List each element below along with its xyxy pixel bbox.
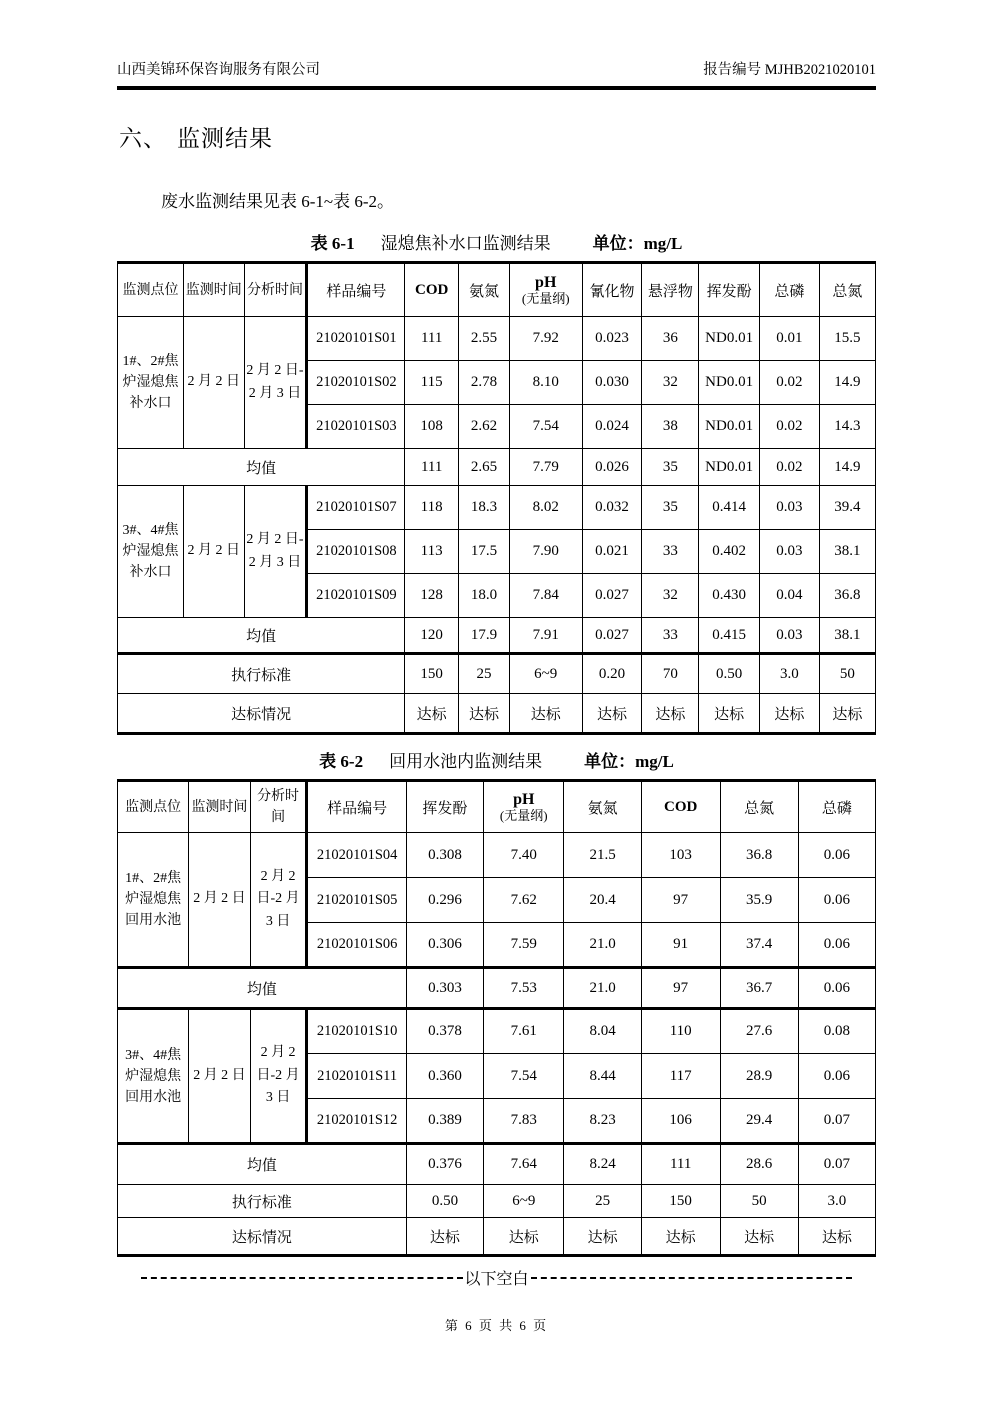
monitor-time-cell: 2 月 2 日 bbox=[183, 317, 244, 449]
data-cell: 150 bbox=[405, 654, 459, 694]
mean-row bbox=[118, 968, 876, 1009]
data-cell: 38 bbox=[642, 405, 699, 449]
data-cell: 0.06 bbox=[798, 968, 875, 1009]
data-cell: 达标 bbox=[720, 1218, 798, 1256]
mean-label-cell: 均值 bbox=[118, 449, 405, 486]
report-number: 报告编号 MJHB2021020101 bbox=[703, 62, 876, 78]
intro-paragraph: 废水监测结果见表 6-1~表 6-2。 bbox=[161, 192, 395, 211]
site-cell: 3#、4#焦炉湿熄焦回用水池 bbox=[118, 1009, 189, 1144]
sample-id-cell: 21020101S01 bbox=[307, 317, 405, 361]
data-cell: 7.79 bbox=[509, 449, 582, 486]
data-cell: 0.027 bbox=[582, 618, 642, 654]
table-row bbox=[118, 1009, 876, 1054]
table-row bbox=[118, 317, 876, 361]
data-cell: ND0.01 bbox=[699, 317, 760, 361]
mean-row bbox=[118, 618, 876, 654]
mean-label-cell: 均值 bbox=[118, 1144, 407, 1185]
header-cell-suspended-solids: 悬浮物 bbox=[642, 263, 699, 317]
mean-label-cell: 均值 bbox=[118, 968, 407, 1009]
data-cell: 3.0 bbox=[759, 654, 819, 694]
sample-id-cell: 21020101S09 bbox=[307, 574, 405, 618]
standard-row bbox=[118, 1185, 876, 1218]
doc-header bbox=[117, 58, 876, 90]
data-cell: 0.021 bbox=[582, 530, 642, 574]
compliance-row bbox=[118, 694, 876, 734]
data-cell: 50 bbox=[720, 1185, 798, 1218]
header-cell-ph bbox=[484, 781, 564, 833]
header-cell-cyanide: 氰化物 bbox=[582, 263, 642, 317]
data-cell: 达标 bbox=[582, 694, 642, 734]
data-cell: 27.6 bbox=[720, 1009, 798, 1054]
data-cell: 118 bbox=[405, 486, 459, 530]
section-title bbox=[119, 120, 876, 153]
data-cell: 97 bbox=[641, 878, 720, 923]
data-cell: 18.0 bbox=[459, 574, 510, 618]
mean-label-cell: 均值 bbox=[118, 618, 405, 654]
header-cell-sample-id: 样品编号 bbox=[307, 781, 406, 833]
monitor-time-cell: 2 月 2 日 bbox=[183, 486, 244, 618]
mean-row bbox=[118, 1144, 876, 1185]
data-cell: 0.50 bbox=[406, 1185, 483, 1218]
table2-caption-title: 回用水池内监测结果 bbox=[389, 752, 543, 771]
header-cell-phenol: 挥发酚 bbox=[699, 263, 760, 317]
data-cell: 32 bbox=[642, 361, 699, 405]
data-cell: 35.9 bbox=[720, 878, 798, 923]
data-cell: 0.50 bbox=[699, 654, 760, 694]
data-cell: 21.0 bbox=[564, 968, 641, 1009]
data-cell: 0.06 bbox=[798, 923, 875, 968]
data-cell: 2.62 bbox=[459, 405, 510, 449]
data-cell: 7.54 bbox=[509, 405, 582, 449]
data-cell: 15.5 bbox=[819, 317, 875, 361]
data-cell: 113 bbox=[405, 530, 459, 574]
analysis-time-cell: 2 月 2 日-2 月 3 日 bbox=[244, 317, 307, 449]
data-cell: 达标 bbox=[699, 694, 760, 734]
company-name: 山西美锦环保咨询服务有限公司 bbox=[117, 62, 320, 78]
data-cell: 28.6 bbox=[720, 1144, 798, 1185]
data-cell: 0.03 bbox=[759, 530, 819, 574]
data-cell: 达标 bbox=[459, 694, 510, 734]
data-cell: 0.06 bbox=[798, 833, 875, 878]
header-cell-site: 监测点位 bbox=[118, 781, 189, 833]
data-cell: 0.376 bbox=[406, 1144, 483, 1185]
data-cell: 0.04 bbox=[759, 574, 819, 618]
section-number: 六、 bbox=[119, 126, 167, 151]
ph-label: pH bbox=[535, 274, 557, 292]
data-cell: 0.032 bbox=[582, 486, 642, 530]
data-cell: 0.296 bbox=[406, 878, 483, 923]
data-cell: 91 bbox=[641, 923, 720, 968]
table2-caption bbox=[117, 747, 876, 772]
data-cell: 3.0 bbox=[798, 1185, 875, 1218]
data-cell: 6~9 bbox=[484, 1185, 564, 1218]
data-cell: 29.4 bbox=[720, 1099, 798, 1144]
standard-row bbox=[118, 654, 876, 694]
data-cell: 36.8 bbox=[819, 574, 875, 618]
header-cell-analysis-time: 分析时间 bbox=[250, 781, 307, 833]
dash-line-right bbox=[531, 1277, 853, 1279]
data-cell: 36.8 bbox=[720, 833, 798, 878]
data-cell: 28.9 bbox=[720, 1054, 798, 1099]
table2-caption-unit: 单位：mg/L bbox=[584, 752, 674, 771]
data-cell: 25 bbox=[459, 654, 510, 694]
data-cell: 117 bbox=[641, 1054, 720, 1099]
analysis-time-cell: 2 月 2 日-2 月 3 日 bbox=[250, 1009, 307, 1144]
compliance-row bbox=[118, 1218, 876, 1256]
table-row bbox=[118, 486, 876, 530]
site-cell: 3#、4#焦炉湿熄焦补水口 bbox=[118, 486, 184, 618]
data-cell: 0.414 bbox=[699, 486, 760, 530]
analysis-time-cell: 2 月 2 日-2 月 3 日 bbox=[244, 486, 307, 618]
data-cell: 38.1 bbox=[819, 530, 875, 574]
data-cell: 0.07 bbox=[798, 1144, 875, 1185]
data-cell: 达标 bbox=[509, 694, 582, 734]
data-cell: 33 bbox=[642, 618, 699, 654]
data-cell: 70 bbox=[642, 654, 699, 694]
data-cell: 14.3 bbox=[819, 405, 875, 449]
data-cell: 7.91 bbox=[509, 618, 582, 654]
data-cell: 111 bbox=[405, 449, 459, 486]
data-cell: 97 bbox=[641, 968, 720, 1009]
header-cell-sample-id: 样品编号 bbox=[307, 263, 405, 317]
data-cell: 2.65 bbox=[459, 449, 510, 486]
data-cell: 0.415 bbox=[699, 618, 760, 654]
data-cell: 7.53 bbox=[484, 968, 564, 1009]
dash-line-left bbox=[141, 1277, 463, 1279]
data-cell: 0.02 bbox=[759, 405, 819, 449]
data-cell: 7.40 bbox=[484, 833, 564, 878]
data-cell: 达标 bbox=[819, 694, 875, 734]
site-cell: 1#、2#焦炉湿熄焦补水口 bbox=[118, 317, 184, 449]
table1-header-row bbox=[118, 263, 876, 317]
section-title-text: 监测结果 bbox=[177, 126, 273, 151]
data-cell: 36.7 bbox=[720, 968, 798, 1009]
data-cell: 17.5 bbox=[459, 530, 510, 574]
data-cell: 7.59 bbox=[484, 923, 564, 968]
data-cell: 8.24 bbox=[564, 1144, 641, 1185]
data-cell: 110 bbox=[641, 1009, 720, 1054]
table2-caption-label: 表 6-2 bbox=[319, 752, 364, 771]
table-row bbox=[118, 833, 876, 878]
data-cell: 8.04 bbox=[564, 1009, 641, 1054]
data-cell: 21.5 bbox=[564, 833, 641, 878]
blank-note: 以下空白 bbox=[464, 1271, 529, 1288]
data-cell: ND0.01 bbox=[699, 361, 760, 405]
monitor-time-cell: 2 月 2 日 bbox=[189, 833, 250, 968]
data-cell: 0.030 bbox=[582, 361, 642, 405]
data-cell: 达标 bbox=[798, 1218, 875, 1256]
data-cell: 7.92 bbox=[509, 317, 582, 361]
data-cell: 达标 bbox=[564, 1218, 641, 1256]
header-cell-phenol: 挥发酚 bbox=[406, 781, 483, 833]
data-cell: 111 bbox=[641, 1144, 720, 1185]
header-cell-total-p: 总磷 bbox=[798, 781, 875, 833]
sample-id-cell: 21020101S07 bbox=[307, 486, 405, 530]
data-cell: 0.08 bbox=[798, 1009, 875, 1054]
data-cell: 0.03 bbox=[759, 486, 819, 530]
data-cell: 7.62 bbox=[484, 878, 564, 923]
data-cell: 36 bbox=[642, 317, 699, 361]
table1-caption-label: 表 6-1 bbox=[310, 234, 355, 253]
data-cell: 2.55 bbox=[459, 317, 510, 361]
data-cell: 0.402 bbox=[699, 530, 760, 574]
site-cell: 1#、2#焦炉湿熄焦回用水池 bbox=[118, 833, 189, 968]
data-cell: 17.9 bbox=[459, 618, 510, 654]
sample-id-cell: 21020101S02 bbox=[307, 361, 405, 405]
header-cell-site: 监测点位 bbox=[118, 263, 184, 317]
table1-caption-unit: 单位：mg/L bbox=[592, 234, 683, 253]
analysis-time-cell: 2 月 2 日-2 月 3 日 bbox=[250, 833, 307, 968]
data-cell: 0.430 bbox=[699, 574, 760, 618]
wastewater-table-6-1 bbox=[117, 261, 876, 735]
data-cell: 106 bbox=[641, 1099, 720, 1144]
data-cell: 8.02 bbox=[509, 486, 582, 530]
header-cell-monitor-time: 监测时间 bbox=[189, 781, 250, 833]
data-cell: 37.4 bbox=[720, 923, 798, 968]
header-cell-total-n: 总氮 bbox=[720, 781, 798, 833]
data-cell: 0.07 bbox=[798, 1099, 875, 1144]
table1-caption-title: 湿熄焦补水口监测结果 bbox=[380, 234, 551, 253]
data-cell: 0.03 bbox=[759, 618, 819, 654]
ph-label: pH bbox=[513, 791, 535, 809]
data-cell: 0.026 bbox=[582, 449, 642, 486]
header-cell-cod: COD bbox=[641, 781, 720, 833]
data-cell: 128 bbox=[405, 574, 459, 618]
data-cell: ND0.01 bbox=[699, 405, 760, 449]
data-cell: 32 bbox=[642, 574, 699, 618]
sample-id-cell: 21020101S04 bbox=[307, 833, 406, 878]
data-cell: 0.023 bbox=[582, 317, 642, 361]
sample-id-cell: 21020101S10 bbox=[307, 1009, 406, 1054]
standard-label-cell: 执行标准 bbox=[118, 1185, 407, 1218]
data-cell: 20.4 bbox=[564, 878, 641, 923]
data-cell: 7.54 bbox=[484, 1054, 564, 1099]
header-cell-nh3: 氨氮 bbox=[564, 781, 641, 833]
data-cell: 0.027 bbox=[582, 574, 642, 618]
standard-label-cell: 执行标准 bbox=[118, 654, 405, 694]
data-cell: 0.02 bbox=[759, 449, 819, 486]
data-cell: 115 bbox=[405, 361, 459, 405]
sample-id-cell: 21020101S05 bbox=[307, 878, 406, 923]
data-cell: 120 bbox=[405, 618, 459, 654]
data-cell: 0.360 bbox=[406, 1054, 483, 1099]
data-cell: 0.308 bbox=[406, 833, 483, 878]
data-cell: 8.10 bbox=[509, 361, 582, 405]
sample-id-cell: 21020101S03 bbox=[307, 405, 405, 449]
data-cell: 18.3 bbox=[459, 486, 510, 530]
data-cell: 0.20 bbox=[582, 654, 642, 694]
reuse-pool-table-6-2 bbox=[117, 779, 876, 1257]
data-cell: 0.024 bbox=[582, 405, 642, 449]
data-cell: 0.02 bbox=[759, 361, 819, 405]
data-cell: 0.06 bbox=[798, 1054, 875, 1099]
data-cell: 8.23 bbox=[564, 1099, 641, 1144]
below-blank-divider bbox=[141, 1266, 852, 1289]
data-cell: 达标 bbox=[759, 694, 819, 734]
sample-id-cell: 21020101S12 bbox=[307, 1099, 406, 1144]
data-cell: 达标 bbox=[641, 1218, 720, 1256]
data-cell: 103 bbox=[641, 833, 720, 878]
data-cell: 0.01 bbox=[759, 317, 819, 361]
data-cell: 35 bbox=[642, 449, 699, 486]
data-cell: 达标 bbox=[405, 694, 459, 734]
data-cell: 8.44 bbox=[564, 1054, 641, 1099]
data-cell: 7.84 bbox=[509, 574, 582, 618]
monitor-time-cell: 2 月 2 日 bbox=[189, 1009, 250, 1144]
ph-unit-note: (无量纲) bbox=[499, 807, 548, 823]
data-cell: 0.389 bbox=[406, 1099, 483, 1144]
data-cell: 39.4 bbox=[819, 486, 875, 530]
data-cell: 达标 bbox=[642, 694, 699, 734]
header-cell-analysis-time: 分析时间 bbox=[244, 263, 307, 317]
header-cell-total-p: 总磷 bbox=[759, 263, 819, 317]
data-cell: 111 bbox=[405, 317, 459, 361]
data-cell: 14.9 bbox=[819, 449, 875, 486]
data-cell: 7.64 bbox=[484, 1144, 564, 1185]
data-cell: 0.306 bbox=[406, 923, 483, 968]
data-cell: 达标 bbox=[406, 1218, 483, 1256]
data-cell: 0.06 bbox=[798, 878, 875, 923]
sample-id-cell: 21020101S11 bbox=[307, 1054, 406, 1099]
sample-id-cell: 21020101S08 bbox=[307, 530, 405, 574]
data-cell: 达标 bbox=[484, 1218, 564, 1256]
compliance-label-cell: 达标情况 bbox=[118, 1218, 407, 1256]
compliance-label-cell: 达标情况 bbox=[118, 694, 405, 734]
data-cell: 0.303 bbox=[406, 968, 483, 1009]
sample-id-cell: 21020101S06 bbox=[307, 923, 406, 968]
table2-header-row bbox=[118, 781, 876, 833]
data-cell: 7.90 bbox=[509, 530, 582, 574]
data-cell: 33 bbox=[642, 530, 699, 574]
header-cell-monitor-time: 监测时间 bbox=[183, 263, 244, 317]
page-number: 第 6 页 共 6 页 bbox=[444, 1318, 549, 1333]
header-cell-cod: COD bbox=[405, 263, 459, 317]
ph-unit-note: (无量纲) bbox=[521, 290, 570, 306]
data-cell: 25 bbox=[564, 1185, 641, 1218]
data-cell: 21.0 bbox=[564, 923, 641, 968]
data-cell: 35 bbox=[642, 486, 699, 530]
data-cell: 6~9 bbox=[509, 654, 582, 694]
mean-row bbox=[118, 449, 876, 486]
data-cell: 50 bbox=[819, 654, 875, 694]
data-cell: 7.83 bbox=[484, 1099, 564, 1144]
header-cell-total-n: 总氮 bbox=[819, 263, 875, 317]
data-cell: 14.9 bbox=[819, 361, 875, 405]
table1-caption bbox=[117, 229, 876, 254]
data-cell: 38.1 bbox=[819, 618, 875, 654]
data-cell: 0.378 bbox=[406, 1009, 483, 1054]
header-cell-nh3: 氨氮 bbox=[459, 263, 510, 317]
data-cell: 7.61 bbox=[484, 1009, 564, 1054]
header-cell-ph bbox=[509, 263, 582, 317]
data-cell: ND0.01 bbox=[699, 449, 760, 486]
data-cell: 108 bbox=[405, 405, 459, 449]
data-cell: 2.78 bbox=[459, 361, 510, 405]
data-cell: 150 bbox=[641, 1185, 720, 1218]
